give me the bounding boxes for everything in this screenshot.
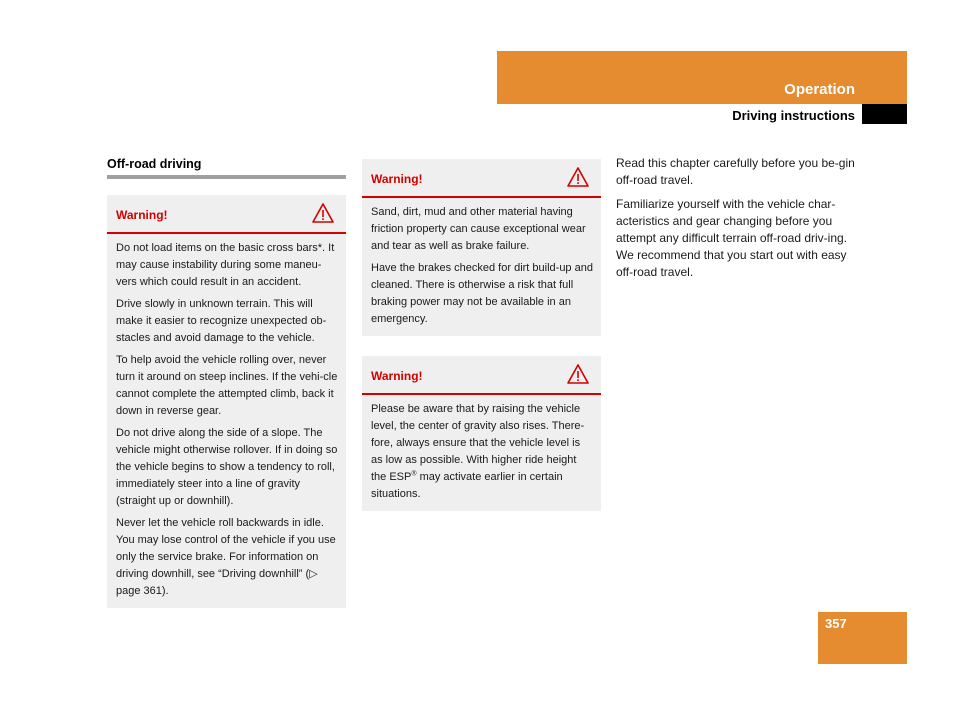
warning-paragraph: Do not load items on the basic cross bars*. It may cause instability during some maneu-vers which could result in an accident. xyxy=(116,242,335,288)
warning-body xyxy=(362,198,601,336)
warning-triangle-icon xyxy=(312,203,334,223)
warning-body xyxy=(362,395,601,511)
warning-paragraph xyxy=(371,401,593,503)
warning-triangle-icon xyxy=(567,167,589,187)
warning-box-1 xyxy=(107,195,346,608)
subheader-row xyxy=(497,104,907,125)
warning-paragraph: To help avoid the vehicle rolling over, never turn it around on steep inclines. If the vehi-cle cannot complete the attempted climb, back it down in reverse gear. xyxy=(116,354,338,417)
warning-paragraph: Never let the vehicle roll backwards in idle. You may lose control of the vehicle if you use only the service brake. For information on driving downhill, see “Driving downhill” (▷ page 361). xyxy=(116,517,336,597)
warning-label: Warning! xyxy=(116,208,168,222)
warning-label: Warning! xyxy=(371,172,423,186)
warning-text: may activate earlier in certain situations. xyxy=(371,471,563,500)
warning-header xyxy=(362,356,601,395)
warning-triangle-icon xyxy=(567,364,589,384)
warning-header xyxy=(362,159,601,198)
intro-paragraph: Read this chapter carefully before you be-gin off-road travel. xyxy=(616,156,855,187)
header-bar xyxy=(497,51,907,104)
chapter-title: Operation xyxy=(784,81,855,98)
warning-label: Warning! xyxy=(371,369,423,383)
warning-paragraph: Sand, dirt, mud and other material having friction property can cause exceptional wear and tear as well as brake failure. xyxy=(371,206,586,252)
intro-paragraph: Familiarize yourself with the vehicle char-acteristics and gear changing before you attempt any difficult terrain off-road driv-ing. We recommend that you start out with easy off-road travel. xyxy=(616,197,847,279)
column-left xyxy=(107,155,346,608)
registered-mark: ® xyxy=(411,470,417,478)
warning-paragraph: Drive slowly in unknown terrain. This will make it easier to recognize unexpected ob-stacles and avoid damage to the vehicle. xyxy=(116,298,327,344)
warning-box-2 xyxy=(362,159,601,336)
warning-text: Please be aware that by raising the vehicle level, the center of gravity also rises. There-fore, always ensure that the vehicle level is as low as possible. With higher ride height the ESP xyxy=(371,403,585,483)
warning-paragraph: Have the brakes checked for dirt build-up and cleaned. There is otherwise a risk that full braking power may not be available in an emergency. xyxy=(371,262,593,325)
warning-box-3 xyxy=(362,356,601,511)
warning-header xyxy=(107,195,346,234)
section-rule xyxy=(107,175,346,179)
section-tab-marker xyxy=(862,104,907,124)
warning-body xyxy=(107,234,346,608)
section-heading: Off-road driving xyxy=(107,157,202,171)
section-subtitle: Driving instructions xyxy=(732,108,855,123)
column-right xyxy=(616,155,856,288)
warning-paragraph: Do not drive along the side of a slope. The vehicle might otherwise rollover. If in doing so the vehicle begins to show a tendency to roll, immediately steer into a line of gravity (straight up or downhill). xyxy=(116,427,338,507)
page-number: 357 xyxy=(825,616,847,631)
column-middle xyxy=(362,159,601,511)
page-number-box xyxy=(818,612,907,664)
